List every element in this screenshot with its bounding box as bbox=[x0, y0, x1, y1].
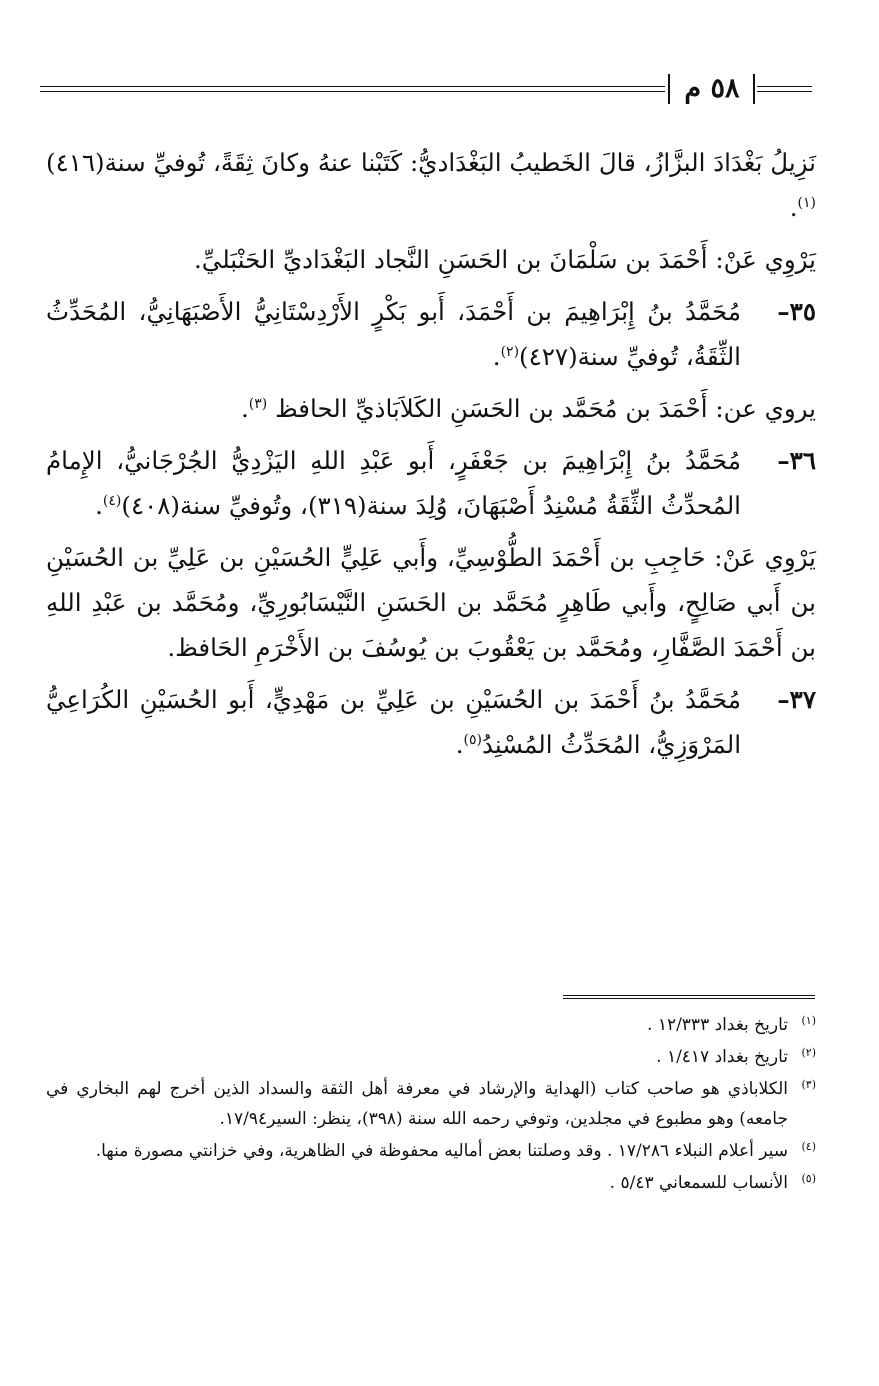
paragraph-text: يروي عن: أَحْمَدَ بن مُحَمَّد بن الحَسَنِ الكَلاَبَاذيِّ الحافظ bbox=[275, 394, 816, 423]
footnote bbox=[46, 1074, 816, 1134]
footnote bbox=[46, 1136, 816, 1166]
footnote-text: الأنساب للسمعاني ٥/٤٣ . bbox=[609, 1173, 788, 1193]
footnote-ref: (٣) bbox=[248, 395, 268, 412]
footnote-ref: (٥) bbox=[463, 731, 482, 748]
footnote-text: سير أعلام النبلاء ١٧/٢٨٦ . وقد وصلتنا بعض أماليه محفوظة في الظاهرية، وفي خزانتي مصورة منها. bbox=[95, 1141, 788, 1161]
footnote-ref: (٤) bbox=[102, 492, 122, 509]
header-short-rule bbox=[757, 86, 812, 92]
paragraph-text: يَرْوِي عَنْ: أَحْمَدَ بن سَلْمَانَ بن الحَسَنِ النَّجاد البَغْدَاديِّ الحَنْبَليِّ. bbox=[193, 245, 816, 274]
biography-entry-37 bbox=[46, 677, 816, 767]
footnote bbox=[46, 1168, 816, 1198]
entry-number: ٣٦– bbox=[777, 446, 816, 475]
entry-end: . bbox=[492, 342, 501, 371]
footnote-ref: (١) bbox=[797, 194, 816, 211]
entry-end: . bbox=[455, 730, 464, 759]
paragraph-end: . bbox=[240, 394, 249, 423]
entry-text: مُحَمَّدُ بنُ إِبْرَاهِيمَ بن أَحْمَدَ، أَبو بَكْرٍ الأَرْدِسْتَانِيُّ الأَصْبَهَانِيُّ، المُحَدِّثُ الثِّقَةُ، تُوفيِّ سنة(٤٢٧) bbox=[46, 297, 741, 371]
footnote bbox=[46, 1042, 816, 1072]
footnote-mark: (٥) bbox=[801, 1172, 816, 1185]
footnote-mark: (٤) bbox=[801, 1140, 816, 1153]
biography-entry-36 bbox=[46, 438, 816, 528]
footnote-text: تاريخ بغداد ١/٤١٧ . bbox=[656, 1047, 788, 1067]
entry-number: ٣٥– bbox=[777, 297, 816, 326]
header-divider-left bbox=[668, 74, 670, 104]
paragraph-text: يَرْوِي عَنْ: حَاجِبِ بن أَحْمَدَ الطُّوْسِيِّ، وأَبي عَلِيٍّ الحُسَيْنِ بن عَلِيِّ بن الحُسَيْنِ بن أَبي صَالِحٍ، وأَبي طَاهِرٍ مُحَمَّد بن الحَسَنِ النَّيْسَابُورِيِّ، ومُحَمَّد بن عَبْدِ اللهِ بن أَحْمَدَ الصَّفَّارِ، ومُحَمَّد بن يَعْقُوبَ بن يُوسُفَ بن الأَخْرَمِ الحَافظ. bbox=[46, 543, 816, 662]
footnote bbox=[46, 1010, 816, 1040]
footnote-mark: (٢) bbox=[801, 1046, 816, 1059]
paragraph-narrates-from bbox=[46, 386, 816, 431]
page-number: ٥٨ م bbox=[684, 73, 740, 104]
footnote-text: تاريخ بغداد ١٢/٣٣٣ . bbox=[647, 1015, 788, 1035]
entry-number: ٣٧– bbox=[777, 685, 816, 714]
entry-text: مُحَمَّدُ بنُ إِبْرَاهِيمَ بن جَعْفَرٍ، أَبو عَبْدِ اللهِ اليَزْدِيُّ الجُرْجَانيُّ، الإِمامُ المُحدِّثُ الثِّقَةُ مُسْنِدُ أَصْبَهَانَ، وُلِدَ سنة(٣١٩)، وتُوفيِّ سنة(٤٠٨) bbox=[46, 446, 741, 520]
running-header bbox=[40, 72, 812, 112]
header-divider-right bbox=[753, 74, 755, 104]
entry-end: . bbox=[95, 491, 103, 520]
paragraph-continuation bbox=[46, 140, 816, 230]
footnote-separator bbox=[563, 995, 815, 999]
footnote-mark: (١) bbox=[801, 1014, 816, 1027]
footnote-ref: (٢) bbox=[500, 343, 520, 360]
entry-text: مُحَمَّدُ بنُ أَحْمَدَ بن الحُسَيْنِ بن عَلِيِّ بن مَهْدِيٍّ، أَبو الحُسَيْنِ الكُرَاعِيُّ المَرْوَزِيُّ، المُحَدِّثُ المُسْنِدُ bbox=[46, 685, 741, 759]
main-text bbox=[46, 140, 816, 774]
paragraph-text: نَزِيلُ بَغْدَادَ البزَّازُ، قالَ الخَطيبُ البَغْدَاديُّ: كَتَبْنا عنهُ وكانَ ثِقَةً، تُوفيِّ سنة(٤١٦) bbox=[46, 148, 816, 177]
paragraph-narrates-from bbox=[46, 237, 816, 282]
biography-entry-35 bbox=[46, 289, 816, 379]
header-double-rule bbox=[40, 86, 665, 92]
footnotes bbox=[46, 1010, 816, 1200]
footnote-text: الكلاباذي هو صاحب كتاب (الهداية والإرشاد في معرفة أهل الثقة والسداد الذين أخرج لهم البخاري في جامعه) وهو مطبوع في مجلدين، وتوفي رحمه الله سنة (٣٩٨)، ينظر: السير١٧/٩٤. bbox=[46, 1079, 788, 1129]
paragraph-narrates-from bbox=[46, 535, 816, 670]
paragraph-end: . bbox=[789, 193, 798, 222]
footnote-mark: (٣) bbox=[801, 1078, 816, 1091]
